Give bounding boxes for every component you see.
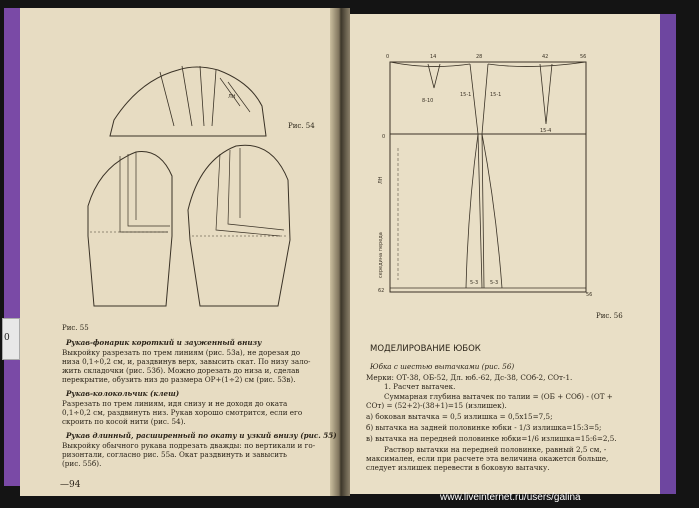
label-t14: 14 (430, 54, 437, 60)
page-number-left: —94 (60, 480, 81, 490)
book-cover-right (660, 14, 676, 494)
skirt-diagram-figure-56 (370, 48, 600, 300)
section2-line: 0,1÷0,2 см, раздвинуть низ. Рукав хорошо смотрится, если его (62, 408, 303, 417)
text-line: в) вытачка на передней половинке юбки=1/6 излишка=15:6=2,5. (366, 434, 617, 443)
text-line: б) вытачка на задней половинке юбки - 1/3 излишка=15:3=5; (366, 423, 602, 432)
label-t28: 28 (476, 54, 483, 60)
text-line: Раствор вытачки на передней половинке, равный 2,5 см, - (384, 445, 607, 454)
section1-line: перекрытие, обузить низ до размера ОР+(1÷2) см (рис. 53в). (62, 375, 296, 384)
section3-line: (рис. 55б). (62, 459, 102, 468)
label-t56: 56 (580, 54, 587, 60)
section-heading: МОДЕЛИРОВАНИЕ ЮБОК (370, 344, 481, 354)
section1-line: Выкройку разрезать по трем линиям (рис. 53а), не дорезая до (62, 348, 301, 357)
label-center: середина переда (378, 232, 384, 278)
section3-title: Рукав длинный, расширенный по окату и узкий внизу (рис. 55) (66, 431, 337, 440)
section1-title: Рукав-фонарик короткий и зауженный внизу (66, 338, 262, 347)
section2-line: скроить по косой нити (рис. 54). (62, 417, 186, 426)
fig55-caption: Рис. 55 (62, 324, 89, 332)
label-dart-c1: 15-1 (460, 92, 472, 98)
label-dart-c2: 15-1 (490, 92, 502, 98)
text-line: Мерки: ОТ-38, ОБ-52, Дл. юб.-62, Дс-38, СОб-2, СОт-1. (366, 373, 573, 382)
label-hip: ЛН (378, 176, 384, 184)
sleeve-figure-54 (100, 56, 320, 146)
label-hem-r: 5-3 (490, 280, 499, 286)
text-line: Суммарная глубина вытачек по талии = (ОБ + СОб) - (ОТ + (384, 392, 613, 401)
fig56-caption: Рис. 56 (596, 312, 623, 320)
section2-line: Разрезать по трем линиям, идя снизу и не доходя до оката (62, 399, 288, 408)
sleeve-figure-55b (180, 140, 300, 316)
text-line: следует излишек перевести в боковую вытачку. (366, 463, 550, 472)
subheading: Юбка с шестью вытачками (рис. 56) (370, 362, 515, 371)
label-dart-l: 8-10 (422, 98, 434, 104)
text-line: СОт) = (52+2)-(38+1)=15 (излишек). (366, 401, 507, 410)
label-left-c: 62 (378, 288, 385, 294)
section2-title: Рукав-колокольчик (клеш) (66, 389, 180, 398)
fig54-caption: Рис. 54 (288, 122, 315, 130)
sticker-tag (2, 318, 20, 360)
fig54-label: ЛН (228, 94, 236, 100)
label-dart-r: 15-4 (540, 128, 552, 134)
label-b56: 56 (586, 292, 593, 298)
section3-line: ризонтали, согласно рис. 55а. Окат раздвинуть и завысить (62, 450, 287, 459)
watermark-url: www.liveinternet.ru/users/galina (440, 492, 581, 503)
section1-line: низа 0,1÷0,2 см, и, раздвинув верх, завысить скат. По низу зало- (62, 357, 311, 366)
sleeve-figure-55a (80, 146, 180, 316)
section3-line: Выкройку обычного рукава подрезать дважды: по вертикали и го- (62, 441, 316, 450)
section1-line: жить складочки (рис. 53б). Можно дорезать до низа и, сделав (62, 366, 300, 375)
text-line: 1. Расчет вытачек. (384, 382, 456, 391)
label-hem-l: 5-3 (470, 280, 479, 286)
label-t42: 42 (542, 54, 549, 60)
text-line: максимален, если при расчете эта величина окажется больше, (366, 454, 609, 463)
sticker-text: 0 (4, 333, 10, 343)
text-line: а) боковая вытачка = 0,5 излишка = 0,5х15=7,5; (366, 412, 553, 421)
label-t0: 0 (386, 54, 390, 60)
label-left-a: 0 (382, 134, 386, 140)
book-gutter (330, 8, 350, 496)
